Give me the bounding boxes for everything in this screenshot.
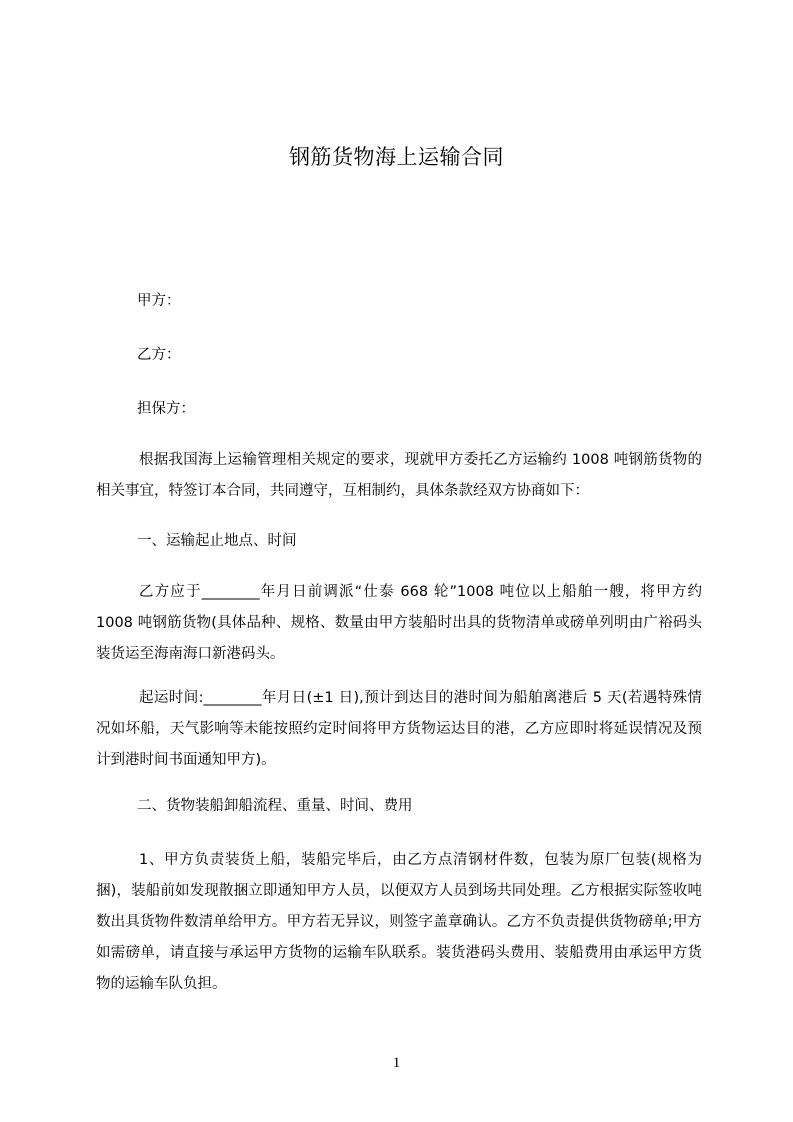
- section-1-paragraph-2: 起运时间:________年月日(±1 日),预计到达目的港时间为船舶离港后 5 天(若遇特殊情况如坏船，天气影响等未能按照约定时间将甲方货物运达目的港，乙方应即时将延误情况及预计到港时间书面通知甲方)。: [96, 690, 702, 768]
- document-title: 钢筋货物海上运输合同: [289, 145, 504, 169]
- section-1-heading: 一、运输起止地点、时间: [137, 533, 297, 549]
- section-2-paragraph-1: 1、甲方负责装货上船，装船完毕后，由乙方点清钢材件数，包装为原厂包装(规格为捆)，装船前如发现散捆立即通知甲方人员，以便双方人员到场共同处理。乙方根据实际签收吨数出具货物件数清单给甲方。甲方若无异议，则签字盖章确认。乙方不负责提供货物磅单;甲方如需磅单，请直接与承运甲方货物的运输车队联系。装货港码头费用、装船费用由承运甲方货物的运输车队负担。: [96, 852, 702, 992]
- party-a-label: 甲方：: [137, 293, 181, 309]
- intro-paragraph: 根据我国海上运输管理相关规定的要求，现就甲方委托乙方运输约 1008 吨钢筋货物的相关事宜，特签订本合同，共同遵守，互相制约，具体条款经双方协商如下：: [96, 452, 702, 499]
- page-number: 1: [392, 1055, 401, 1071]
- guarantor-label: 担保方：: [137, 401, 195, 417]
- party-b-label: 乙方：: [137, 347, 181, 363]
- section-2-heading: 二、货物装船卸船流程、重量、时间、费用: [137, 798, 413, 814]
- section-1-paragraph-1: 乙方应于________年月日前调派“仕泰 668 轮”1008 吨位以上船舶一艘，将甲方约 1008 吨钢筋货物(具体品种、规格、数量由甲方装船时出具的货物清单或磅单列明由广裕码头装货运至海南海口新港码头。: [96, 584, 702, 662]
